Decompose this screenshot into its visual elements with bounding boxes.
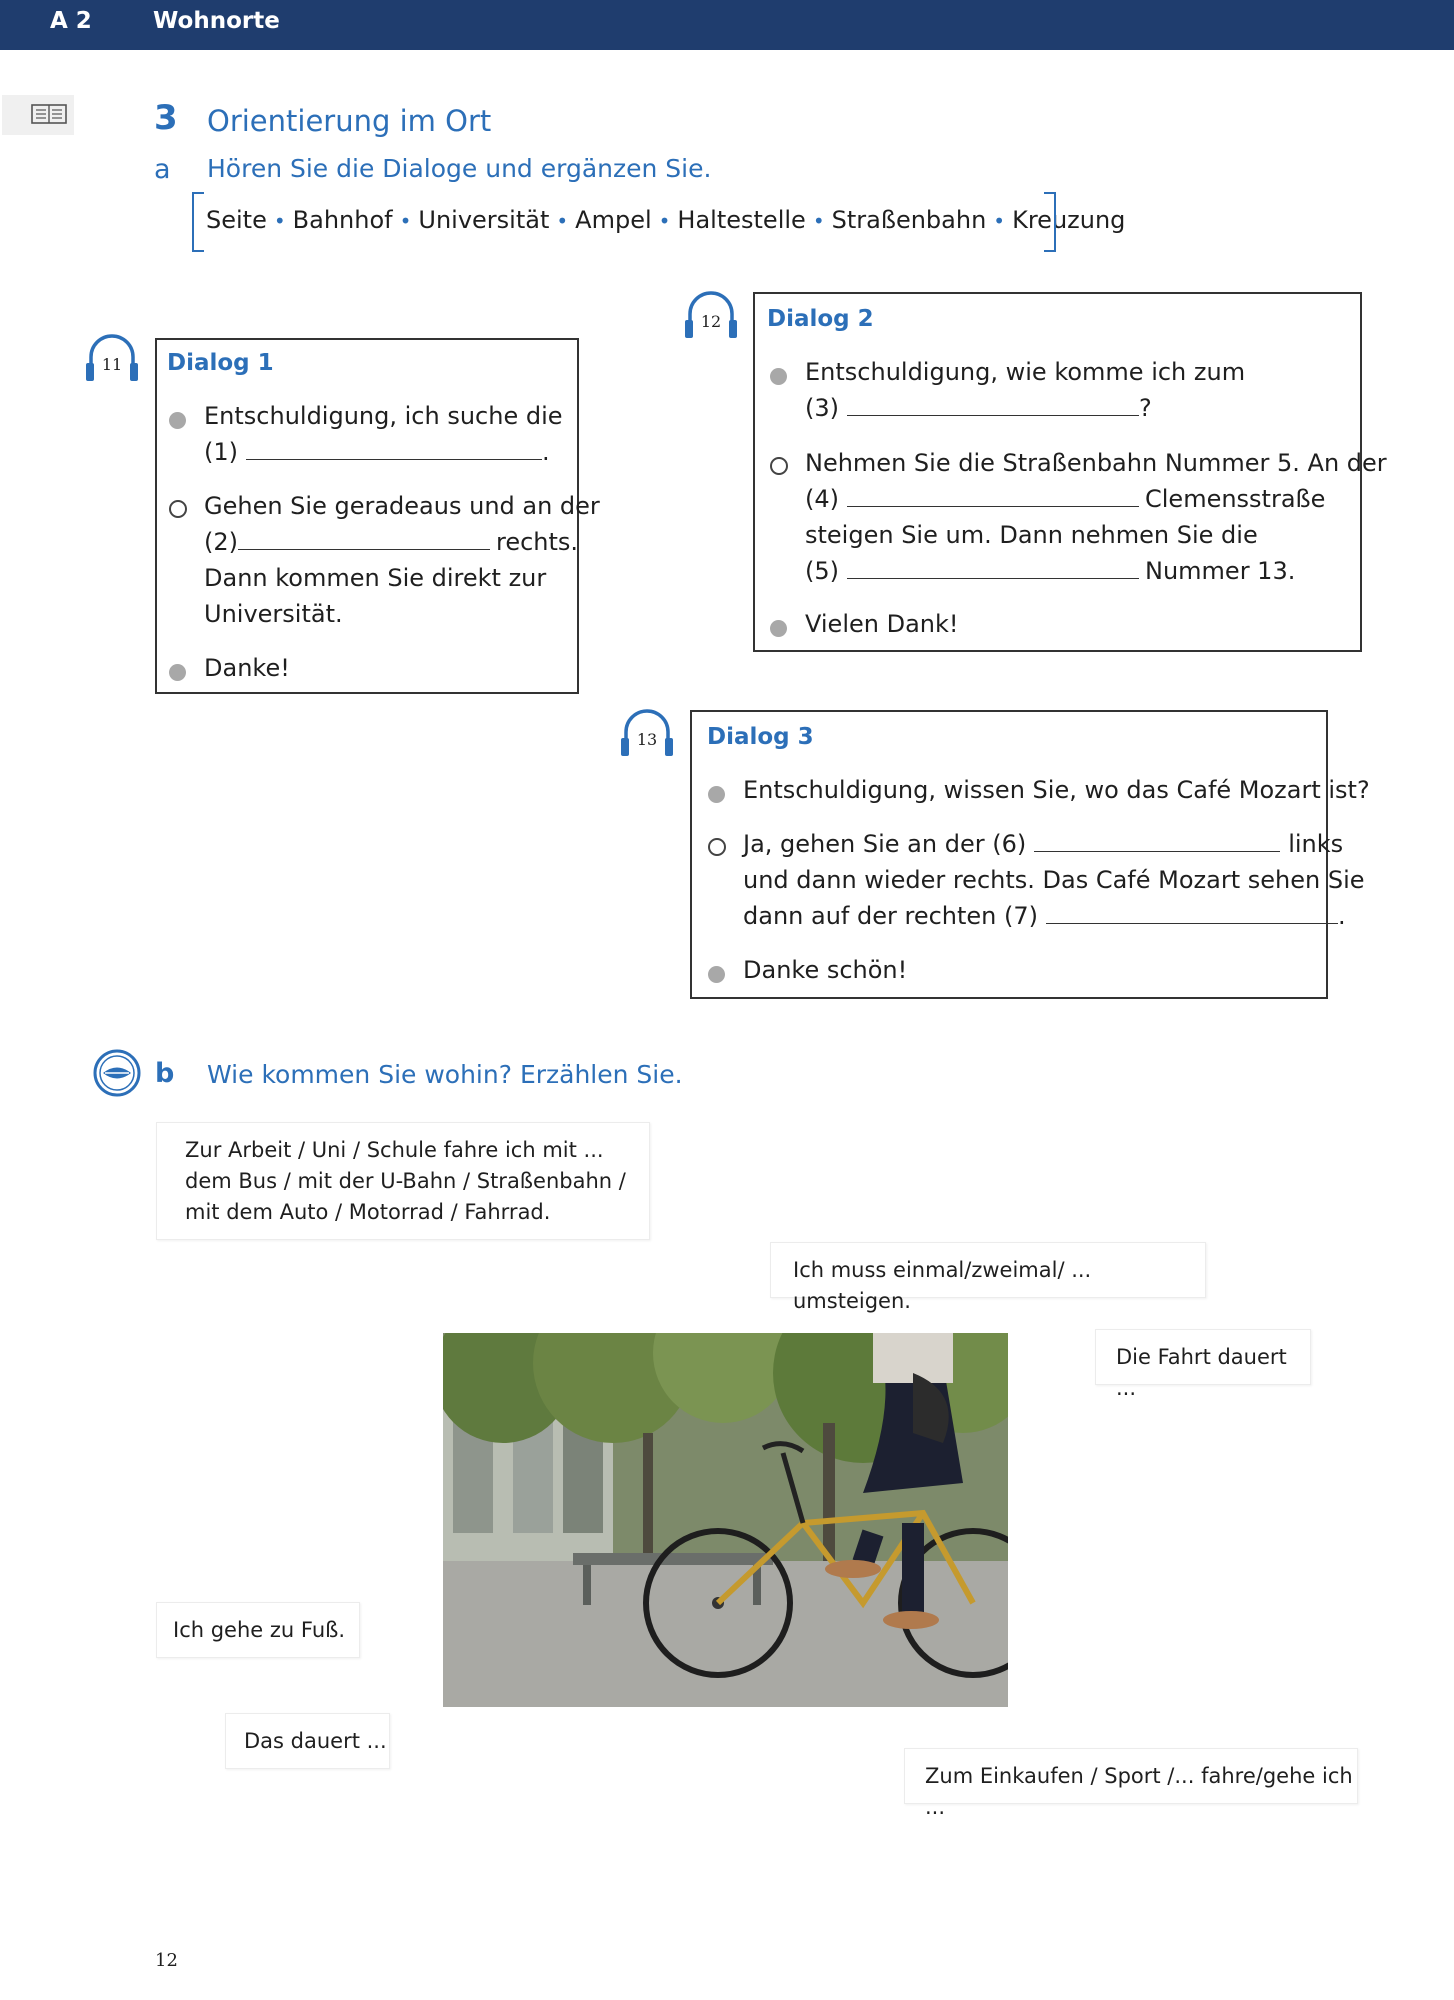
word-item: Seite [206, 206, 267, 234]
dialog-2-box [753, 292, 1387, 652]
dialog-1-title: Dialog 1 [167, 350, 274, 376]
answer-blank-3[interactable] [847, 395, 1139, 416]
dialog-line: Gehen Sie geradeaus und an der [204, 492, 600, 520]
speech-bubble: Zur Arbeit / Uni / Schule fahre ich mit ... dem Bus / mit der U-Bahn / Straßenbahn / mit dem Auto / Motorrad / Fahrrad. [156, 1122, 650, 1240]
speaker-a-bullet [708, 786, 725, 803]
task-b-instruction: Wie kommen Sie wohin? Erzählen Sie. [207, 1060, 683, 1089]
unit-label: A 2 [50, 8, 92, 34]
dialog-line: dann auf der rechten (7) . [743, 902, 1346, 930]
speaker-b-bullet [169, 500, 187, 518]
dialog-line: Ja, gehen Sie an der (6) links [743, 830, 1344, 858]
audio-track-12-icon[interactable] [682, 290, 740, 340]
task-a-instruction: Hören Sie die Dialoge und ergänzen Sie. [207, 154, 712, 183]
answer-blank-6[interactable] [1034, 831, 1280, 852]
speaker-b-bullet [708, 838, 726, 856]
chapter-title: Wohnorte [153, 8, 280, 34]
speaking-icon [92, 1048, 142, 1098]
word-item: Kreuzung [1012, 206, 1126, 234]
word-box: Seite • Bahnhof • Universität • Ampel • Haltestelle • Straßenbahn • Kreuzung [192, 192, 1056, 248]
track-number: 11 [101, 355, 123, 374]
dialog-line: Danke! [204, 654, 290, 682]
speaker-a-bullet [770, 620, 787, 637]
dialog-line: (5) Nummer 13. [805, 557, 1296, 585]
dialog-line: Dann kommen Sie direkt zur [204, 564, 547, 592]
page-number: 12 [155, 1950, 178, 1971]
speaker-a-bullet [770, 368, 787, 385]
answer-blank-1[interactable] [246, 439, 542, 460]
dialog-1-box [155, 338, 600, 694]
word-item: Bahnhof [292, 206, 393, 234]
speech-bubble: Zum Einkaufen / Sport /... fahre/gehe ich ... [904, 1748, 1358, 1804]
dialog-3-box [690, 710, 1370, 999]
word-item: Ampel [575, 206, 652, 234]
dialog-line: Entschuldigung, ich suche die [204, 402, 563, 430]
word-item: Haltestelle [677, 206, 806, 234]
speaker-a-bullet [169, 412, 186, 429]
dialog-line: (2) rechts. [204, 528, 579, 556]
task-a-letter: a [154, 154, 171, 185]
dialog-line: (1) . [204, 438, 550, 466]
dialog-3-title: Dialog 3 [707, 724, 814, 750]
speaker-b-bullet [770, 457, 788, 475]
dialog-line: und dann wieder rechts. Das Café Mozart sehen Sie [743, 866, 1365, 894]
speaker-a-bullet [169, 664, 186, 681]
dialog-line: Nehmen Sie die Straßenbahn Nummer 5. An der [805, 449, 1387, 477]
speech-bubble: Ich gehe zu Fuß. [156, 1602, 360, 1658]
word-item: Straßenbahn [831, 206, 987, 234]
audio-track-13-icon[interactable] [618, 708, 676, 758]
audio-track-11-icon[interactable] [83, 333, 141, 383]
dialog-line: Universität. [204, 600, 343, 628]
speaker-a-bullet [708, 966, 725, 983]
cyclist-photo [443, 1333, 1008, 1707]
speech-bubble: Die Fahrt dauert ... [1095, 1329, 1311, 1385]
section-title: Orientierung im Ort [207, 104, 492, 138]
dialog-line: Entschuldigung, wie komme ich zum [805, 358, 1246, 386]
answer-blank-4[interactable] [847, 486, 1139, 507]
speech-bubble: Das dauert ... [225, 1713, 390, 1769]
dialog-line: Vielen Dank! [805, 610, 959, 638]
word-item: Universität [418, 206, 550, 234]
dialog-line: steigen Sie um. Dann nehmen Sie die [805, 521, 1258, 549]
answer-blank-7[interactable] [1046, 903, 1338, 924]
workbook-icon [2, 95, 74, 135]
task-b-letter: b [155, 1058, 175, 1089]
dialog-line: Danke schön! [743, 956, 908, 984]
track-number: 12 [700, 312, 722, 331]
section-number: 3 [154, 98, 178, 138]
answer-blank-2[interactable] [238, 529, 490, 550]
track-number: 13 [636, 730, 658, 749]
header-bar [0, 0, 1454, 50]
dialog-line: (3) ? [805, 394, 1152, 422]
dialog-line: Entschuldigung, wissen Sie, wo das Café Mozart ist? [743, 776, 1370, 804]
answer-blank-5[interactable] [847, 558, 1139, 579]
dialog-2-title: Dialog 2 [767, 306, 874, 332]
dialog-line: (4) Clemensstraße [805, 485, 1326, 513]
speech-bubble: Ich muss einmal/zweimal/ ... umsteigen. [770, 1242, 1206, 1298]
